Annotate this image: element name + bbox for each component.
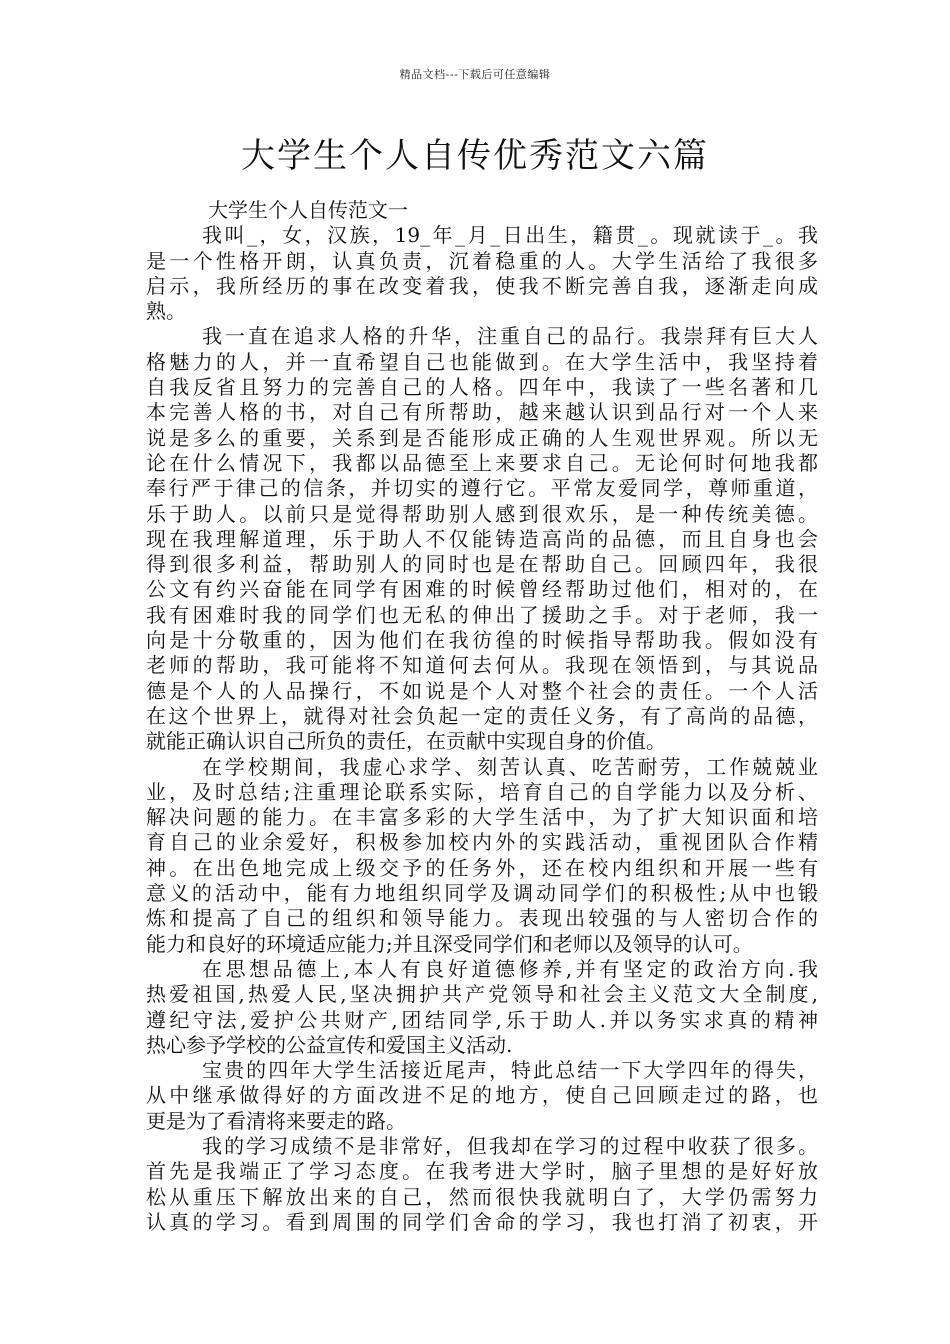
paragraph-line: 得到很多利益，帮助别人的同时也是在帮助自己。回顾四年，我很 bbox=[146, 552, 818, 577]
paragraph-line: 向是十分敬重的，因为他们在我彷徨的时候指导帮助我。假如没有 bbox=[146, 628, 818, 653]
paragraph-line: 炼和提高了自己的组织和领导能力。表现出较强的与人密切合作的 bbox=[146, 906, 818, 931]
paragraph-line: 熟。 bbox=[146, 299, 186, 324]
paragraph-line: 启示，我所经历的事在改变着我，使我不断完善自我，逐渐走向成 bbox=[146, 273, 818, 298]
paragraph-line: 松从重压下解放出来的自己，然而很快我就明白了，大学仍需努力 bbox=[146, 1184, 818, 1209]
paragraph-line: 遵纪守法,爱护公共财产,团结同学,乐于助人.并以务实求真的精神 bbox=[146, 1007, 818, 1032]
paragraph-line: 认真的学习。看到周围的同学们舍命的学习，我也打消了初衷，开 bbox=[146, 1209, 818, 1234]
paragraph-line: 更是为了看清将来要走的路。 bbox=[146, 1108, 406, 1133]
paragraph-first-line: 在思想品德上,本人有良好道德修养,并有坚定的政治方向.我 bbox=[202, 956, 818, 981]
paragraph-line: 老师的帮助，我可能将不知道何去何从。我现在领悟到，与其说品 bbox=[146, 653, 818, 678]
paragraph-first-line: 在学校期间，我虚心求学、刻苦认真、吃苦耐劳，工作兢兢业 bbox=[202, 754, 818, 779]
paragraph-line: 现在我理解道理，乐于助人不仅能铸造高尚的品德，而且自身也会 bbox=[146, 526, 818, 551]
paragraph-line: 德是个人的人品操行，不如说是个人对整个社会的责任。一个人活 bbox=[146, 678, 818, 703]
paragraph-line: 热心参予学校的公益宣传和爱国主义活动. bbox=[146, 1032, 513, 1057]
section-subheading: 大学生个人自传范文一 bbox=[208, 198, 408, 222]
paragraph-line: 格魅力的人，并一直希望自己也能做到。在大学生活中，我坚持着 bbox=[146, 349, 818, 374]
paragraph-line: 热爱祖国,热爱人民,坚决拥护共产党领导和社会主义范文大全制度, bbox=[146, 982, 818, 1007]
paragraph-line: 从中继承做得好的方面改进不足的地方，使自己回顾走过的路，也 bbox=[146, 1083, 818, 1108]
paragraph-first-line: 我一直在追求人格的升华，注重自己的品行。我崇拜有巨大人 bbox=[202, 324, 818, 349]
header-note: 精品文档---下载后可任意编辑 bbox=[399, 68, 551, 81]
paragraph-first-line: 我的学习成绩不是非常好，但我却在学习的过程中收获了很多。 bbox=[202, 1133, 818, 1158]
paragraph-line: 业，及时总结;注重理论联系实际，培育自己的自学能力以及分析、 bbox=[146, 779, 818, 804]
paragraph-line: 能力和良好的环境适应能力;并且深受同学们和老师以及领导的认可。 bbox=[146, 931, 753, 956]
paragraph-line: 在这个世界上，就得对社会负起一定的责任义务，有了高尚的品德， bbox=[146, 703, 818, 728]
paragraph-line: 说是多么的重要，关系到是否能形成正确的人生观世界观。所以无 bbox=[146, 425, 818, 450]
paragraph-line: 公文有约兴奋能在同学有困难的时候曾经帮助过他们，相对的，在 bbox=[146, 577, 818, 602]
paragraph-line: 神。在出色地完成上级交予的任务外，还在校内组织和开展一些有 bbox=[146, 855, 818, 880]
document-body bbox=[146, 198, 818, 1235]
paragraph-first-line: 宝贵的四年大学生活接近尾声，特此总结一下大学四年的得失， bbox=[202, 1058, 818, 1083]
paragraph-line: 自我反省且努力的完善自己的人格。四年中，我读了一些名著和几 bbox=[146, 375, 818, 400]
paragraph-line: 是一个性格开朗，认真负责，沉着稳重的人。大学生活给了我很多 bbox=[146, 248, 818, 273]
paragraph-line: 意义的活动中，能有力地组织同学及调动同学们的积极性;从中也锻 bbox=[146, 881, 818, 906]
paragraph-line: 本完善人格的书，对自己有所帮助，越来越认识到品行对一个人来 bbox=[146, 400, 818, 425]
paragraph-line: 就能正确认识自己所负的责任，在贡献中实现自身的价值。 bbox=[146, 729, 666, 754]
paragraph-line: 乐于助人。以前只是觉得帮助别人感到很欢乐，是一种传统美德。 bbox=[146, 501, 818, 526]
paragraph-line: 论在什么情况下，我都以品德至上来要求自己。无论何时何地我都 bbox=[146, 450, 818, 475]
paragraph-line: 我有困难时我的同学们也无私的伸出了援助之手。对于老师，我一 bbox=[146, 602, 818, 627]
paragraph-line: 首先是我端正了学习态度。在我考进大学时，脑子里想的是好好放 bbox=[146, 1159, 818, 1184]
document-title: 大学生个人自传优秀范文六篇 bbox=[241, 136, 709, 176]
paragraph-line: 奉行严于律己的信条，并切实的遵行它。平常友爱同学，尊师重道， bbox=[146, 476, 818, 501]
paragraph-first-line: 我叫_，女，汉族，19_年_月_日出生，籍贯_。现就读于_。我 bbox=[202, 223, 818, 248]
paragraph-line: 育自己的业余爱好，积极参加校内外的实践活动，重视团队合作精 bbox=[146, 830, 818, 855]
paragraph-line: 解决问题的能力。在丰富多彩的大学生活中，为了扩大知识面和培 bbox=[146, 805, 818, 830]
